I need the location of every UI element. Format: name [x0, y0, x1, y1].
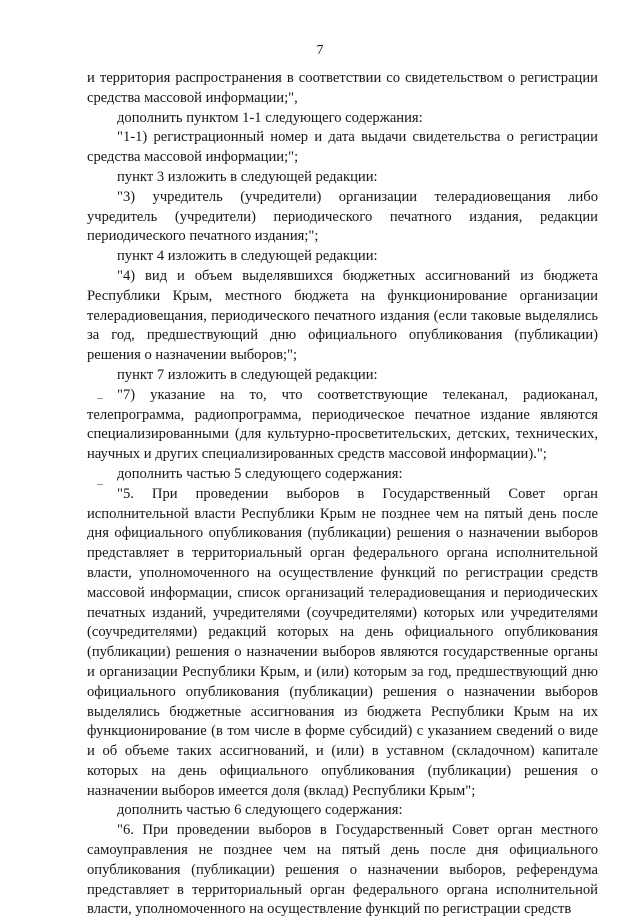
paragraph-9: "7) указание на то, что соответствующие телеканал, радиоканал, телепрограмма, радиопрограмма, периодическое печатное издание являются специализированными (для культурно-просветительских, детских, технических, научных и других специализированных средств массовой информации).";	[87, 386, 598, 463]
paragraph-11: "5. При проведении выборов в Государственный Совет орган исполнительной власти Республики Крым не позднее чем на пятый день после дня официального опубликования (публикации) решения о назначении выборов представляет в территориальный орган федерального органа исполнительной власти, уполномоченного на осуществление функций по регистрации средств массовой информации, список организаций телерадиовещания и периодических печатных изданий, учредителями (соучредителями) которых или учредителями (соучредителями) редакций которых на день официального опубликования (публикации) решения о назначении выборов являются государственные органы и организации Республики Крым, и (или) которым за год, предшествующий дню официального опубликования (публикации) решения о назначении выборов выделялись бюджетные ассигнования из бюджета Республики Крым на их функционирование (в том числе в форме субсидий) с указанием сведений о виде и об объеме таких ассигнований, и (или) в уставном (складочном) капитале которых на день официального опубликования (публикации) решения о назначении выборов имеется доля (вклад) Республики Крым";	[87, 485, 598, 799]
paragraph-4: пункт 3 изложить в следующей редакции:	[117, 168, 378, 185]
document-body	[87, 69, 598, 920]
paragraph-7: "4) вид и объем выделявшихся бюджетных ассигнований из бюджета Республики Крым, местного бюджета на функционирование организации телерадиовещания, периодического печатного издания (если таковые выделялись за год, предшествующий дню официального опубликования (публикации) решения о назначении выборов;";	[87, 267, 598, 364]
paragraph-8: пункт 7 изложить в следующей редакции:	[117, 366, 378, 383]
paragraph-3: "1-1) регистрационный номер и дата выдачи свидетельства о регистрации средства массовой информации;";	[87, 129, 598, 166]
scan-mark	[97, 484, 103, 485]
page-number: 7	[316, 43, 324, 58]
paragraph-6: пункт 4 изложить в следующей редакции:	[117, 248, 378, 265]
scan-mark	[97, 398, 103, 399]
paragraph-13: "6. При проведении выборов в Государственный Совет орган местного самоуправления не позднее чем на пятый день после дня официального опубликования (публикации) решения о назначении выборов, референдума представляет в территориальный орган федерального органа исполнительной власти, уполномоченного на осуществление функций по регистрации средств	[87, 822, 598, 918]
paragraph-1: и территория распространения в соответствии со свидетельством о регистрации средства массовой информации;",	[87, 70, 598, 106]
paragraph-5: "3) учредитель (учредители) организации телерадиовещания либо учредитель (учредители) периодического печатного издания, редакции периодического печатного издания;";	[87, 188, 598, 245]
paragraph-12: дополнить частью 6 следующего содержания:	[117, 802, 403, 819]
paragraph-2: дополнить пунктом 1-1 следующего содержания:	[117, 109, 423, 126]
paragraph-10: дополнить частью 5 следующего содержания:	[117, 465, 403, 482]
